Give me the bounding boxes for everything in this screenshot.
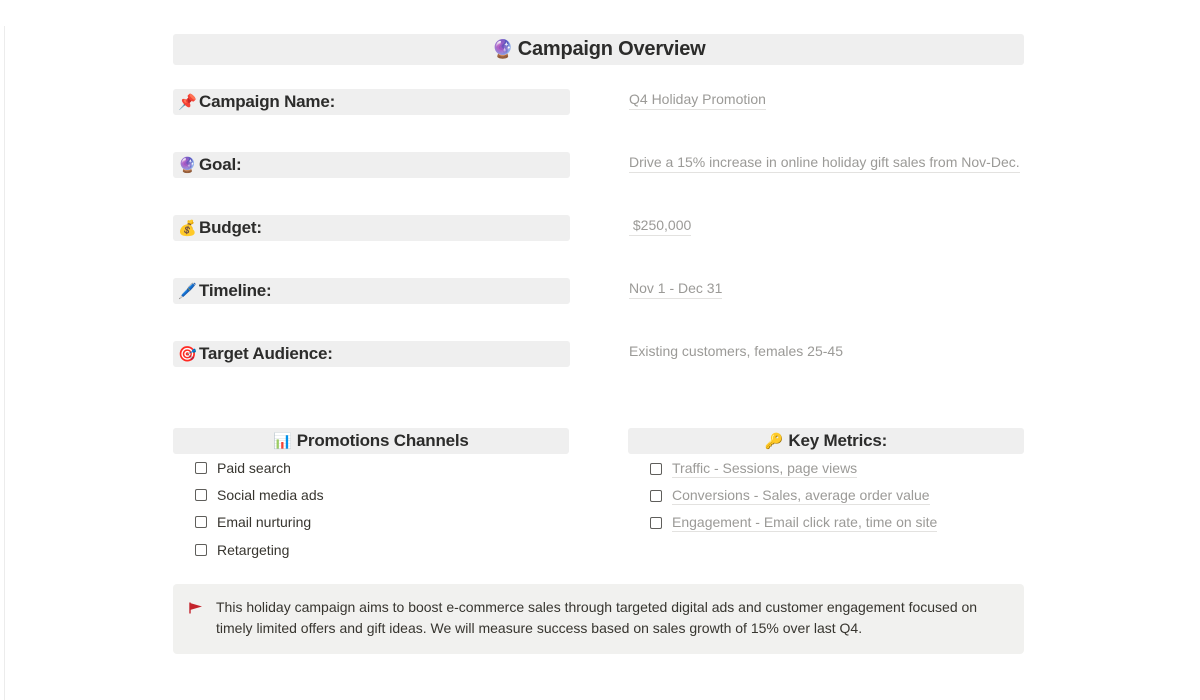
timeline-label (173, 278, 570, 304)
goal-label-text: Goal: (199, 155, 242, 174)
checkbox[interactable] (650, 463, 662, 475)
target-audience-value[interactable]: Existing customers, females 25-45 (629, 343, 843, 359)
crystal-ball-icon: 🔮 (491, 39, 514, 59)
todo-item-social-media-ads[interactable] (195, 486, 324, 504)
todo-item-retargeting[interactable] (195, 541, 289, 559)
key-icon: 🔑 (764, 433, 784, 450)
checkbox[interactable] (195, 489, 207, 501)
checkbox[interactable] (650, 517, 662, 529)
checkbox[interactable] (650, 490, 662, 502)
checkbox[interactable] (195, 544, 207, 556)
target-audience-label-text: Target Audience: (199, 344, 333, 363)
timeline-value[interactable]: Nov 1 - Dec 31 (629, 279, 722, 299)
target-icon: 🎯 (178, 346, 197, 363)
todo-item-email-nurturing[interactable] (195, 513, 311, 531)
callout-text: This holiday campaign aims to boost e-commerce sales through targeted digital ads and customer engagement focused on timely limited offers and gift ideas. We will measure success based on sales growth of 15% over last Q4. (216, 599, 978, 636)
key-metrics-title: Key Metrics: (788, 431, 888, 450)
red-flag-icon (189, 602, 203, 614)
checkbox[interactable] (195, 462, 207, 474)
bar-chart-icon: 📊 (273, 433, 292, 450)
pen-icon: 🖊️ (178, 283, 197, 300)
key-metrics-heading (628, 428, 1024, 454)
goal-value[interactable]: Drive a 15% increase in online holiday gift sales from Nov-Dec. (629, 153, 1020, 173)
checkbox[interactable] (195, 516, 207, 528)
todo-item-label[interactable]: Engagement - Email click rate, time on site (672, 514, 938, 530)
promotions-channels-title: Promotions Channels (296, 431, 469, 450)
budget-value[interactable]: $250,000 (629, 216, 691, 236)
goal-label (173, 152, 570, 178)
todo-item-label[interactable]: Email nurturing (217, 514, 312, 530)
summary-callout (173, 584, 1024, 654)
todo-item-label[interactable]: Traffic - Sessions, page views (672, 460, 858, 476)
timeline-label-text: Timeline: (199, 281, 272, 300)
todo-item-label[interactable]: Conversions - Sales, average order value (672, 487, 930, 503)
todo-item-label[interactable]: Social media ads (217, 487, 324, 503)
target-audience-label (173, 341, 570, 367)
todo-item-label[interactable]: Paid search (217, 460, 291, 476)
promotions-channels-heading (173, 428, 569, 454)
page-title (173, 34, 1024, 65)
todo-item-conversions[interactable] (650, 486, 930, 505)
budget-label (173, 215, 570, 241)
page-left-divider (4, 26, 5, 700)
pushpin-icon: 📌 (178, 94, 197, 111)
todo-item-paid-search[interactable] (195, 459, 291, 477)
campaign-name-label (173, 89, 570, 115)
campaign-name-value[interactable]: Q4 Holiday Promotion (629, 90, 766, 110)
campaign-name-label-text: Campaign Name: (199, 92, 336, 111)
money-bag-icon: 💰 (178, 220, 197, 237)
todo-item-label[interactable]: Retargeting (217, 542, 290, 558)
budget-label-text: Budget: (199, 218, 262, 237)
crystal-ball-icon: 🔮 (178, 157, 197, 174)
todo-item-traffic[interactable] (650, 459, 857, 478)
page-title-text: Campaign Overview (517, 38, 706, 60)
todo-item-engagement[interactable] (650, 513, 937, 532)
